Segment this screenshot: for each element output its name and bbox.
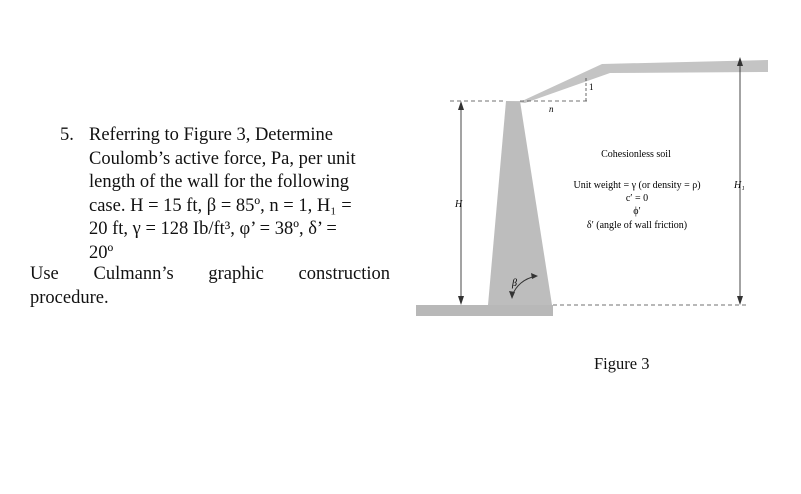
wall-friction-label: δ′ (angle of wall friction) — [586, 220, 688, 231]
unit-weight-label: Unit weight = γ (or density = ρ) — [573, 180, 701, 191]
instruction-word: graphic — [208, 264, 264, 284]
instruction-word: Culmann’s — [93, 264, 174, 284]
problem-line: length of the wall for the following — [89, 172, 349, 192]
phi-label: ϕ′ — [633, 206, 641, 217]
problem-line: case. H = 15 ft, β = 85º, n = 1, H₁ = — [89, 195, 352, 216]
instruction-word: construction — [298, 264, 390, 284]
H1-label: H₁ — [734, 180, 745, 191]
figure-caption: Figure 3 — [594, 354, 650, 373]
n-label: n — [549, 104, 554, 114]
problem-line: Coulomb’s active force, Pa, per unit — [89, 148, 356, 169]
problem-line: Referring to Figure 3, Determine — [89, 125, 334, 145]
retaining-wall — [488, 101, 552, 305]
H1-arrow-bottom — [737, 296, 743, 305]
problem-line: 20º — [89, 242, 114, 263]
backfill-surface — [506, 60, 768, 103]
H-arrow-bottom — [458, 296, 464, 305]
H-arrow-top — [458, 101, 464, 110]
cohesion-label: c′ = 0 — [625, 193, 649, 204]
instruction-end: procedure. — [30, 288, 109, 308]
one-label: 1 — [589, 82, 594, 92]
problem-number: 5. — [60, 125, 74, 145]
problem-line: 20 ft, γ = 128 Ib/ft³, φ’ = 38º, δ’ = — [89, 219, 337, 239]
beta-label: β — [512, 278, 517, 289]
soil-label: Cohesionless soil — [601, 149, 671, 160]
instruction-word: Use — [30, 264, 59, 284]
H-label: H — [455, 199, 463, 210]
ground-surface — [416, 305, 553, 316]
